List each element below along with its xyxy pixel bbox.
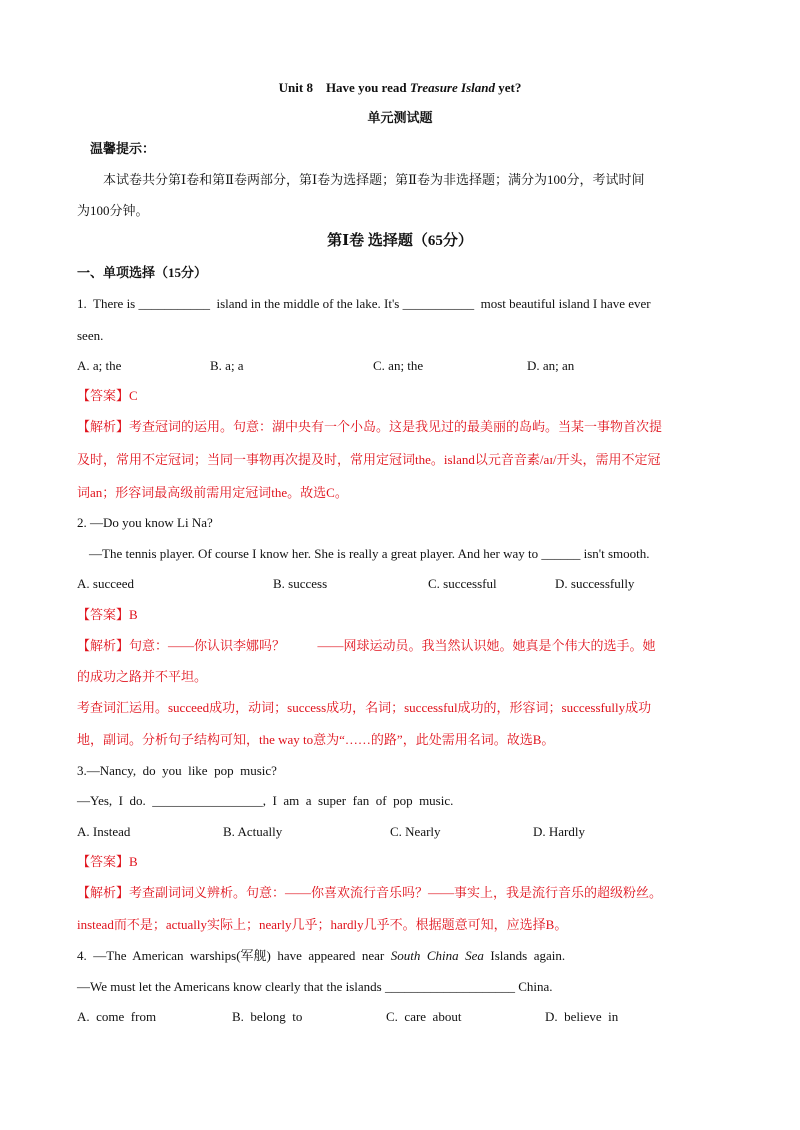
q3-option-b[interactable]: B. Actually	[223, 824, 283, 839]
q3-stem-line-1: 3.—Nancy, do you like pop music?	[77, 763, 277, 778]
q2-explanation-line-1: 【解析】句意：——你认识李娜吗？ ——网球运动员。我当然认识她。她真是个伟大的选手。她	[77, 638, 656, 653]
q3-option-c[interactable]: C. Nearly	[390, 824, 441, 839]
q4-stem-italic: South China Sea	[390, 948, 484, 963]
q1-stem-line-1: 1. There is ___________ island in the middle of the lake. It's ___________ most beautiful island I have ever	[77, 296, 651, 311]
q3-answer: 【答案】B	[77, 854, 138, 869]
q3-explanation-line-1: 【解析】考查副词词义辨析。句意：——你喜欢流行音乐吗？——事实上，我是流行音乐的超级粉丝。	[77, 885, 663, 900]
q1-explanation-line-1: 【解析】考查冠词的运用。句意：湖中央有一个小岛。这是我见过的最美丽的岛屿。当某一事物首次提	[77, 419, 663, 434]
q2-stem-line-1: 2. —Do you know Li Na?	[77, 515, 213, 530]
part-1-title: 第Ⅰ卷 选择题（65分）	[327, 233, 473, 249]
q2-explanation-line-2: 的成功之路并不平坦。	[77, 669, 208, 684]
q4-option-a[interactable]: A. come from	[77, 1009, 157, 1024]
q4-option-d[interactable]: D. believe in	[545, 1009, 619, 1024]
q3-stem-line-2: —Yes, I do. _________________, I am a super fan of pop music.	[77, 793, 454, 808]
q2-option-a[interactable]: A. succeed	[77, 576, 135, 591]
q4-option-b[interactable]: B. belong to	[232, 1009, 303, 1024]
q4-stem-line-1	[77, 947, 724, 965]
q1-stem-line-2: seen.	[77, 328, 104, 343]
q1-option-a[interactable]: A. a; the	[77, 358, 122, 373]
q2-option-d[interactable]: D. successfully	[555, 576, 635, 591]
q1-answer: 【答案】C	[77, 388, 138, 403]
q2-explanation-line-3: 考查词汇运用。succeed成功，动词；success成功，名词；successful成功的，形容词；successfully成功	[77, 700, 652, 715]
q3-option-d[interactable]: D. Hardly	[533, 824, 585, 839]
section-1-title: 一、单项选择（15分）	[77, 265, 208, 280]
q2-answer: 【答案】B	[77, 607, 138, 622]
q2-option-b[interactable]: B. success	[273, 576, 328, 591]
q1-option-b[interactable]: B. a; a	[210, 358, 244, 373]
q1-explanation-line-2: 及时，常用不定冠词；当同一事物再次提及时，常用定冠词the。island以元音音素/aɪ/开头，需用不定冠	[77, 452, 661, 467]
q4-stem-line-2: —We must let the Americans know clearly that the islands ____________________ China.	[77, 979, 553, 994]
q2-option-c[interactable]: C. successful	[428, 576, 497, 591]
q2-stem-line-2: —The tennis player. Of course I know her. She is really a great player. And her way to ______ isn't smooth.	[89, 546, 650, 561]
q3-option-a[interactable]: A. Instead	[77, 824, 131, 839]
document-subtitle: 单元测试题	[367, 110, 433, 125]
q1-explanation-line-3: 词an；形容词最高级前需用定冠词the。故选C。	[77, 485, 348, 500]
q1-option-d[interactable]: D. an; an	[527, 358, 575, 373]
notice-heading: 温馨提示：	[90, 141, 156, 156]
q4-option-c[interactable]: C. care about	[386, 1009, 462, 1024]
notice-line-2: 为100分钟。	[77, 203, 149, 218]
q2-explanation-line-4: 地，副词。分析句子结构可知，the way to意为“……的路”，此处需用名词。故选B。	[77, 732, 555, 747]
title-book-name: Treasure Island	[409, 80, 495, 95]
q3-explanation-line-2: instead而不是；actually实际上；nearly几乎；hardly几乎不。根据题意可知，应选择B。	[77, 917, 568, 932]
notice-line-1: 本试卷共分第Ⅰ卷和第Ⅱ卷两部分，第Ⅰ卷为选择题；第Ⅱ卷为非选择题；满分为100分，考试时间	[103, 172, 645, 187]
title-suffix: yet?	[494, 80, 522, 95]
q1-option-c[interactable]: C. an; the	[373, 358, 424, 373]
q4-stem-text-end: Islands again.	[483, 948, 566, 963]
q4-stem-text: 4. —The American warships(军舰) have appeared near	[77, 948, 391, 963]
title-text: Unit 8 Have you read	[278, 80, 410, 95]
document-title	[0, 79, 800, 97]
